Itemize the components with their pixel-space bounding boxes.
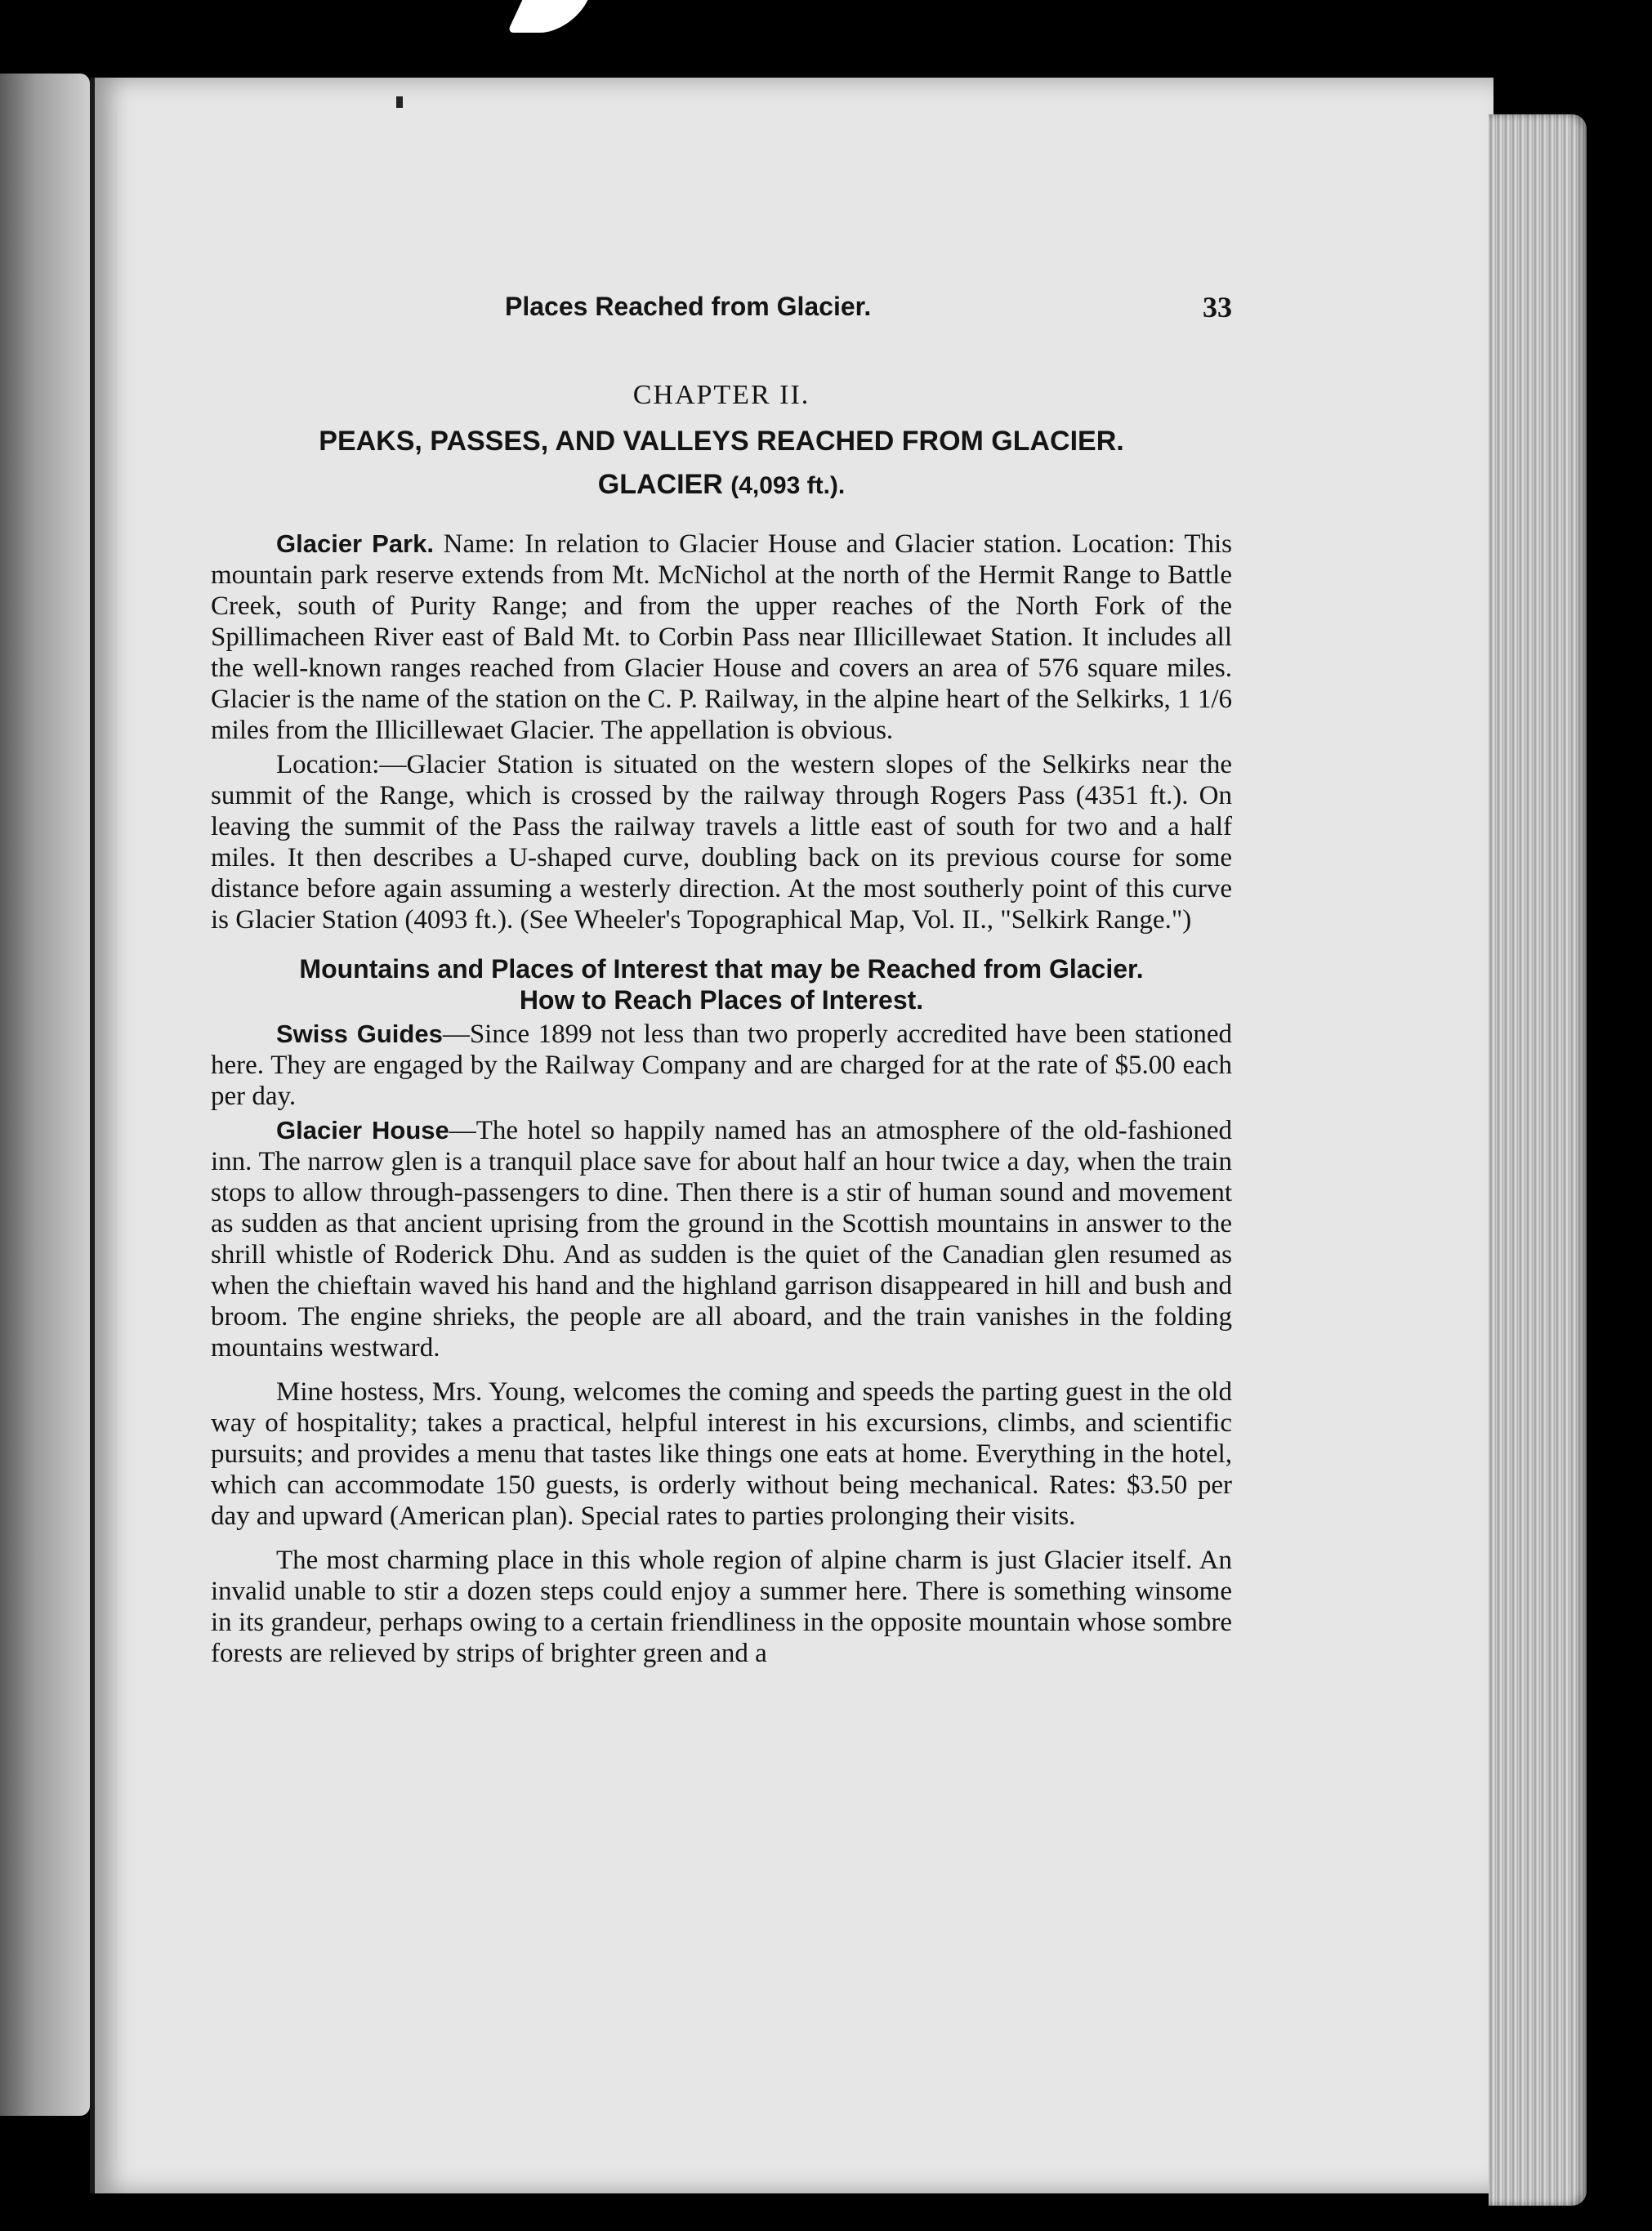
interest-heading-line2: How to Reach Places of Interest.: [519, 985, 924, 1015]
running-title: Places Reached from Glacier.: [505, 292, 872, 321]
chapter-title: PEAKS, PASSES, AND VALLEYS REACHED FROM GLACIER.: [319, 426, 1124, 457]
page-text-column: [211, 282, 1232, 1669]
running-head: [211, 282, 1232, 331]
paragraph-hostess: [211, 1377, 1232, 1532]
paragraph-body: The most charming place in this whole region of alpine charm is just Glacier itself. An invalid unable to stir a dozen steps could enjoy a summer here. There is something winsome in its grandeur, perhaps owing to a certain friendliness in the opposite mountain whose sombre forests are relieved by strips of brighter green and a: [211, 1546, 1232, 1668]
section-title: [211, 469, 1232, 501]
page-number: 33: [1203, 291, 1232, 323]
chapter-label: CHAPTER II.: [632, 380, 810, 410]
paragraph-body: —The hotel so happily named has an atmosphere of the old-fashioned inn. The narrow glen is a tranquil place save for about half an hour twice a day, when the train stops to allow through-passengers to dine. Then there is a stir of human sound and movement as sudden as that ancient uprising from the ground in the Scottish mountains in answer to the shrill whistle of Roderick Dhu. And as sudden is the quiet of the Canadian glen resumed as when the chieftain waved his hand and the highland garrison disappeared in hill and bush and broom. The engine shrieks, the people are all aboard, and the train vanishes in the folding mountains westward.: [211, 1116, 1232, 1363]
paragraph-glacier-park: [211, 529, 1232, 746]
paragraph-body: Name: In relation to Glacier House and Glacier station. Location: This mountain park reserve extends from Mt. McNichol at the north of the Hermit Range to Battle Creek, south of Purity Range; and from the upper reaches of the North Fork of the Spillimacheen River east of Bald Mt. to Corbin Pass near Illicillewaet Station. It includes all the well-known ranges reached from Glacier House and covers an area of 576 square miles. Glacier is the name of the station on the C. P. Railway, in the alpine heart of the Selkirks, 1 1/6 miles from the Illicillewaet Glacier. The appellation is obvious.: [211, 529, 1232, 745]
page-stack-edges: [1489, 114, 1587, 2206]
section-title-elevation: (4,093 ft.).: [730, 472, 846, 499]
paragraph-body: —Since 1899 not less than two properly accredited have been stationed here. They are engaged by the Railway Company and are charged for at the rate of $5.00 each per day.: [211, 1020, 1232, 1111]
paragraph-charming: [211, 1545, 1232, 1669]
paragraph-lead: Glacier House: [276, 1116, 449, 1145]
paragraph-lead: Location:: [276, 750, 380, 779]
section-title-name: GLACIER: [597, 469, 723, 500]
paragraph-location: [211, 749, 1232, 935]
paragraph-body: Mine hostess, Mrs. Young, welcomes the coming and speeds the parting guest in the old way of hospitality; takes a practical, helpful interest in his excursions, climbs, and scientific pursuits; and provides a menu that tastes like things one eats at home. Everything in the hotel, which can accommodate 150 guests, is orderly without being mechanical. Rates: $3.50 per day and upward (American plan). Special rates to parties prolonging their visits.: [211, 1377, 1232, 1531]
paragraph-body: —Glacier Station is situated on the western slopes of the Selkirks near the summit of the Range, which is crossed by the railway through Rogers Pass (4351 ft.). On leaving the summit of the Pass the railway travels a little east of south for two and a half miles. It then describes a U-shaped curve, doubling back on its previous course for some distance before again assuming a westerly direction. At the most southerly point of this curve is Glacier Station (4093 ft.). (See Wheeler's Topographical Map, Vol. II., "Selkirk Range."): [211, 750, 1232, 935]
interest-heading: [211, 953, 1232, 1015]
scan-artifact: [507, 0, 588, 33]
scan-speck: [396, 96, 403, 108]
paragraph-lead: Glacier Park.: [276, 529, 434, 558]
paragraph-swiss-guides: [211, 1019, 1232, 1112]
facing-page-edge: [0, 74, 90, 2116]
interest-heading-line1: Mountains and Places of Interest that may be Reached from Glacier.: [299, 954, 1144, 984]
paragraph-lead: Swiss Guides: [276, 1020, 443, 1048]
paragraph-glacier-house: [211, 1115, 1232, 1363]
